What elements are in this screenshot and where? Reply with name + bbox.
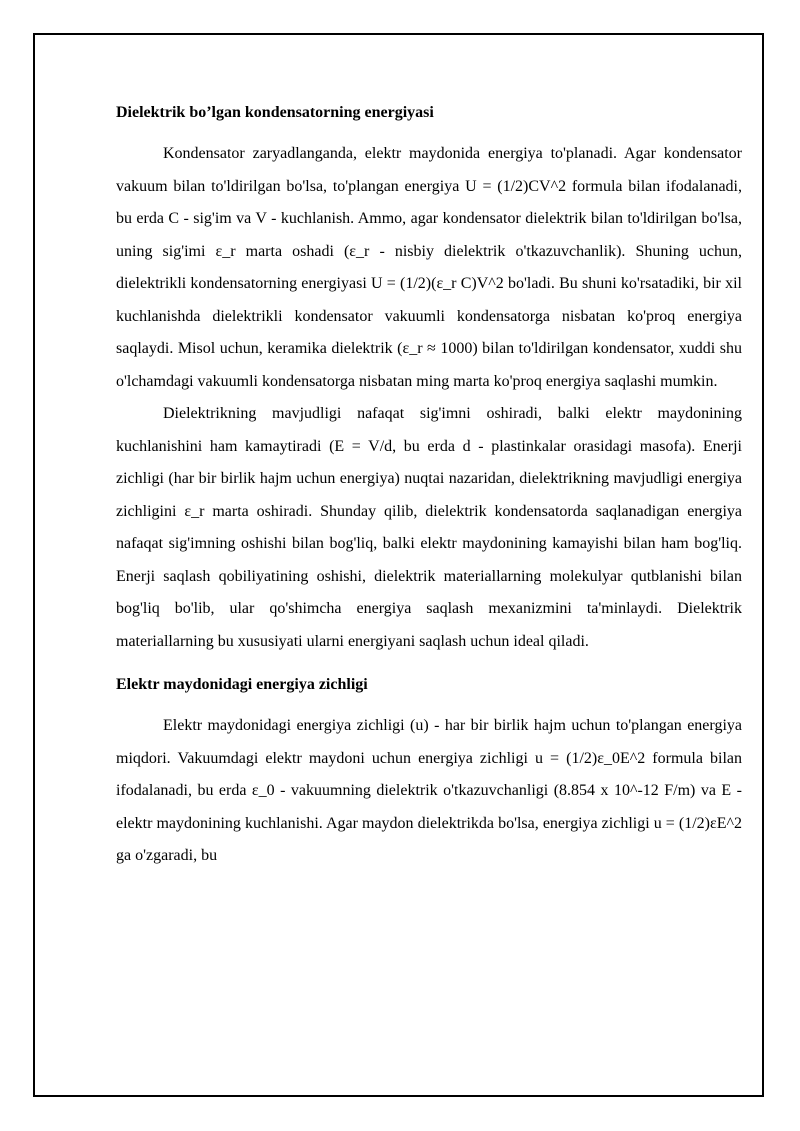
paragraph: Kondensator zaryadlanganda, elektr maydonida energiya to'planadi. Agar kondensator vakuum bilan to'ldirilgan bo'lsa, to'plangan energiya U = (1/2)CV^2 formula bilan ifodalanadi, bu erda C - sig'im va V - kuchlanish. Ammo, agar kondensator dielektrik bilan to'ldirilgan bo'lsa, uning sig'imi ε_r marta oshadi (ε_r - nisbiy dielektrik o'tkazuvchanlik). Shuning uchun, dielektrikli kondensatorning energiyasi U = (1/2)(ε_r C)V^2 bo'ladi. Bu shuni ko'rsatadiki, bir xil kuchlanishda dielektrikli kondensator vakuumli kondensatorga nisbatan ko'proq energiya saqlaydi. Misol uchun, keramika dielektrik (ε_r ≈ 1000) bilan to'ldirilgan kondensator, xuddi shu o'lchamdagi vakuumli kondensatorga nisbatan ming marta ko'proq energiya saqlashi mumkin. xyxy=(116,145,742,390)
paragraph: Elektr maydonidagi energiya zichligi (u) - har bir birlik hajm uchun to'plangan energiya miqdori. Vakuumdagi elektr maydoni uchun energiya zichligi u = (1/2)ε_0E^2 formula bilan ifodalanadi, bu erda ε_0 - vakuumning dielektrik o'tkazuvchanligi (8.854 x 10^-12 F/m) va E - elektr maydonining kuchlanishi. Agar maydon dielektrikda bo'lsa, energiya zichligi u = (1/2)εE^2 ga o'zgaradi, bu xyxy=(116,717,742,864)
section-heading-energy-density: Elektr maydonidagi energiya zichligi xyxy=(116,676,368,693)
section-heading-dielectric-energy: Dielektrik bo’lgan kondensatorning energiyasi xyxy=(116,104,434,121)
document-body xyxy=(116,97,742,873)
paragraph: Dielektrikning mavjudligi nafaqat sig'imni oshiradi, balki elektr maydonining kuchlanishini ham kamaytiradi (E = V/d, bu erda d - plastinkalar orasidagi masofa). Enerji zichligi (har bir birlik hajm uchun energiya) nuqtai nazaridan, dielektrikning mavjudligi energiya zichligini ε_r marta oshiradi. Shunday qilib, dielektrik kondensatorda saqlanadigan energiya nafaqat sig'imning oshishi bilan bog'liq, balki elektr maydonining kamayishi bilan ham bog'liq. Enerji saqlash qobiliyatining oshishi, dielektrik materiallarning molekulyar qutblanishi bilan bog'liq bo'lib, ular qo'shimcha energiya saqlash mexanizmini ta'minlaydi. Dielektrik materiallarning bu xususiyati ularni energiyani saqlash uchun ideal qiladi. xyxy=(116,405,742,650)
